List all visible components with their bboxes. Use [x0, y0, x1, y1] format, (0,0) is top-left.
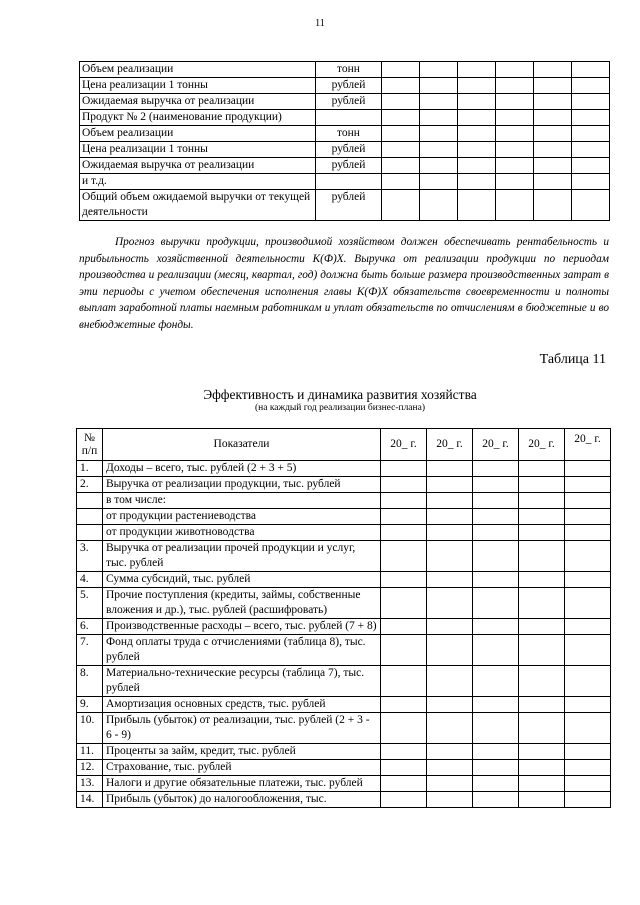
value-cell [572, 110, 610, 126]
year-value-cell [565, 744, 611, 760]
year-value-cell [473, 666, 519, 697]
year-value-cell [381, 635, 427, 666]
year-value-cell [519, 635, 565, 666]
year-value-cell [519, 776, 565, 792]
year-value-cell [381, 619, 427, 635]
year-value-cell [565, 509, 611, 525]
year-value-cell [473, 477, 519, 493]
year-value-cell [381, 776, 427, 792]
value-cell [458, 126, 496, 142]
year-value-cell [565, 477, 611, 493]
year-value-cell [519, 697, 565, 713]
row-number: 10. [77, 713, 103, 744]
value-cell [496, 78, 534, 94]
row-indicator: Сумма субсидий, тыс. рублей [103, 572, 381, 588]
value-cell [458, 62, 496, 78]
year-value-cell [473, 697, 519, 713]
row-indicator: от продукции животноводства [103, 525, 381, 541]
year-value-cell [519, 588, 565, 619]
value-cell [420, 110, 458, 126]
row-number: 3. [77, 541, 103, 572]
table-row [80, 126, 610, 142]
year-value-cell [473, 493, 519, 509]
table-label: Таблица 11 [539, 352, 606, 367]
row-unit: рублей [316, 78, 382, 94]
value-cell [382, 78, 420, 94]
value-cell [534, 62, 572, 78]
year-value-cell [473, 461, 519, 477]
year-value-cell [565, 697, 611, 713]
year-value-cell [473, 572, 519, 588]
year-value-cell [519, 493, 565, 509]
efficiency-dynamics-table [76, 428, 611, 808]
revenue-forecast-table [79, 61, 610, 221]
year-value-cell [427, 635, 473, 666]
page-number: 11 [315, 18, 325, 29]
year-value-cell [381, 666, 427, 697]
value-cell [572, 94, 610, 110]
year-value-cell [519, 744, 565, 760]
table-row [80, 190, 610, 221]
row-number: 14. [77, 792, 103, 808]
year-value-cell [427, 713, 473, 744]
row-number: 4. [77, 572, 103, 588]
row-label: Продукт № 2 (наименование продукции) [80, 110, 316, 126]
row-unit [316, 110, 382, 126]
year-value-cell [473, 744, 519, 760]
table-row [80, 62, 610, 78]
year-value-cell [427, 792, 473, 808]
value-cell [420, 174, 458, 190]
year-value-cell [473, 525, 519, 541]
row-unit: рублей [316, 190, 382, 221]
row-number: 8. [77, 666, 103, 697]
value-cell [382, 158, 420, 174]
row-number: 12. [77, 760, 103, 776]
row-number: 1. [77, 461, 103, 477]
paragraph-text: Прогноз выручки продукции, производимой хозяйством должен обеспечивать рентабельность и прибыльность хозяйственной деятельности К(Ф)Х. Выручка от реализации продукции по периодам производства и реализации (месяц, квартал, год) должна быть больше размера производственных затрат в эти периоды с учетом обеспечения исполнения главы К(Ф)Х обязательств своевременности и полноты выплат заработной платы наемным работникам и уплат обязательств по отчислениям в бюджетные и во внебюджетные фонды. [79, 236, 609, 331]
year-value-cell [519, 477, 565, 493]
value-cell [534, 190, 572, 221]
header-indicators: Показатели [103, 429, 381, 461]
revenue-forecast-paragraph [79, 234, 609, 333]
year-value-cell [565, 493, 611, 509]
year-value-cell [519, 509, 565, 525]
table-row [77, 619, 611, 635]
year-value-cell [565, 792, 611, 808]
row-label: Ожидаемая выручка от реализации [80, 94, 316, 110]
value-cell [496, 110, 534, 126]
value-cell [382, 94, 420, 110]
value-cell [534, 174, 572, 190]
year-value-cell [427, 666, 473, 697]
year-value-cell [519, 666, 565, 697]
value-cell [496, 94, 534, 110]
year-value-cell [427, 744, 473, 760]
year-value-cell [427, 572, 473, 588]
value-cell [496, 62, 534, 78]
value-cell [382, 110, 420, 126]
row-number: 9. [77, 697, 103, 713]
year-value-cell [381, 713, 427, 744]
row-indicator: Налоги и другие обязательные платежи, тыс. рублей [103, 776, 381, 792]
value-cell [382, 174, 420, 190]
year-value-cell [381, 588, 427, 619]
row-number: 6. [77, 619, 103, 635]
value-cell [572, 78, 610, 94]
year-value-cell [381, 697, 427, 713]
year-value-cell [565, 713, 611, 744]
year-value-cell [473, 760, 519, 776]
table-row [77, 509, 611, 525]
year-value-cell [427, 541, 473, 572]
value-cell [420, 94, 458, 110]
row-label: Цена реализации 1 тонны [80, 78, 316, 94]
row-unit: тонн [316, 126, 382, 142]
value-cell [382, 126, 420, 142]
table-row [77, 697, 611, 713]
year-value-cell [565, 525, 611, 541]
row-label: Ожидаемая выручка от реализации [80, 158, 316, 174]
year-value-cell [473, 541, 519, 572]
row-label: Общий объем ожидаемой выручки от текущей деятельности [80, 190, 316, 221]
year-value-cell [427, 525, 473, 541]
value-cell [534, 110, 572, 126]
header-year-1: 20_ г. [381, 429, 427, 461]
value-cell [458, 142, 496, 158]
year-value-cell [427, 461, 473, 477]
value-cell [534, 126, 572, 142]
header-year-2: 20_ г. [427, 429, 473, 461]
row-indicator: Материально-технические ресурсы (таблица 7), тыс. рублей [103, 666, 381, 697]
year-value-cell [565, 619, 611, 635]
year-value-cell [381, 525, 427, 541]
value-cell [458, 110, 496, 126]
year-value-cell [473, 635, 519, 666]
row-number: 7. [77, 635, 103, 666]
row-indicator: Выручка от реализации прочей продукции и услуг, тыс. рублей [103, 541, 381, 572]
row-label: Объем реализации [80, 126, 316, 142]
row-indicator: Доходы – всего, тыс. рублей (2 + 3 + 5) [103, 461, 381, 477]
year-value-cell [427, 776, 473, 792]
year-value-cell [473, 792, 519, 808]
year-value-cell [427, 588, 473, 619]
year-value-cell [565, 461, 611, 477]
value-cell [496, 158, 534, 174]
year-value-cell [473, 619, 519, 635]
year-value-cell [427, 619, 473, 635]
table-row [77, 776, 611, 792]
row-label: и т.д. [80, 174, 316, 190]
row-indicator: в том числе: [103, 493, 381, 509]
value-cell [496, 126, 534, 142]
value-cell [534, 78, 572, 94]
table-header-row [77, 429, 611, 461]
row-indicator: Страхование, тыс. рублей [103, 760, 381, 776]
header-year-5: 20_ г. [565, 429, 611, 461]
value-cell [382, 142, 420, 158]
table-row [77, 477, 611, 493]
year-value-cell [473, 509, 519, 525]
header-number: № п/п [77, 429, 103, 461]
year-value-cell [473, 713, 519, 744]
value-cell [458, 174, 496, 190]
value-cell [420, 158, 458, 174]
value-cell [420, 142, 458, 158]
row-number: 11. [77, 744, 103, 760]
row-number [77, 509, 103, 525]
year-value-cell [381, 792, 427, 808]
year-value-cell [427, 509, 473, 525]
value-cell [572, 142, 610, 158]
year-value-cell [381, 477, 427, 493]
value-cell [420, 78, 458, 94]
table-subtitle: (на каждый год реализации бизнес-плана) [254, 403, 425, 413]
table-row [77, 525, 611, 541]
year-value-cell [565, 760, 611, 776]
table-row [77, 461, 611, 477]
row-indicator: Фонд оплаты труда с отчислениями (таблица 8), тыс. рублей [103, 635, 381, 666]
value-cell [496, 142, 534, 158]
table-title: Эффективность и динамика развития хозяйства [203, 387, 477, 402]
row-unit: рублей [316, 94, 382, 110]
year-value-cell [381, 541, 427, 572]
row-number: 13. [77, 776, 103, 792]
table-row [80, 78, 610, 94]
row-indicator: от продукции растениеводства [103, 509, 381, 525]
year-value-cell [519, 572, 565, 588]
value-cell [420, 190, 458, 221]
row-indicator: Прибыль (убыток) до налогообложения, тыс. [103, 792, 381, 808]
value-cell [458, 94, 496, 110]
row-number: 5. [77, 588, 103, 619]
year-value-cell [381, 572, 427, 588]
year-value-cell [519, 541, 565, 572]
table-row [77, 635, 611, 666]
year-value-cell [565, 666, 611, 697]
year-value-cell [519, 619, 565, 635]
table-row [80, 174, 610, 190]
table-row [77, 666, 611, 697]
year-value-cell [565, 541, 611, 572]
value-cell [420, 126, 458, 142]
year-value-cell [381, 760, 427, 776]
year-value-cell [565, 776, 611, 792]
year-value-cell [427, 477, 473, 493]
year-value-cell [381, 493, 427, 509]
row-unit: рублей [316, 142, 382, 158]
value-cell [382, 190, 420, 221]
year-value-cell [565, 588, 611, 619]
table-row [80, 142, 610, 158]
table-row [77, 744, 611, 760]
row-number [77, 493, 103, 509]
value-cell [572, 126, 610, 142]
year-value-cell [381, 461, 427, 477]
year-value-cell [427, 697, 473, 713]
row-unit [316, 174, 382, 190]
year-value-cell [427, 493, 473, 509]
year-value-cell [519, 461, 565, 477]
row-indicator: Амортизация основных средств, тыс. рублей [103, 697, 381, 713]
year-value-cell [427, 760, 473, 776]
table-row [77, 572, 611, 588]
value-cell [382, 62, 420, 78]
table-row [77, 541, 611, 572]
row-label: Объем реализации [80, 62, 316, 78]
year-value-cell [381, 744, 427, 760]
year-value-cell [381, 509, 427, 525]
value-cell [458, 190, 496, 221]
row-indicator: Проценты за займ, кредит, тыс. рублей [103, 744, 381, 760]
year-value-cell [473, 588, 519, 619]
value-cell [458, 158, 496, 174]
row-number: 2. [77, 477, 103, 493]
value-cell [534, 158, 572, 174]
row-number [77, 525, 103, 541]
row-indicator: Прочие поступления (кредиты, займы, собственные вложения и др.), тыс. рублей (расшифровать) [103, 588, 381, 619]
table-row [77, 792, 611, 808]
table-row [77, 493, 611, 509]
value-cell [496, 174, 534, 190]
value-cell [534, 94, 572, 110]
value-cell [572, 190, 610, 221]
value-cell [572, 158, 610, 174]
row-indicator: Выручка от реализации продукции, тыс. рублей [103, 477, 381, 493]
year-value-cell [519, 760, 565, 776]
year-value-cell [519, 525, 565, 541]
row-unit: тонн [316, 62, 382, 78]
header-year-4: 20_ г. [519, 429, 565, 461]
value-cell [572, 62, 610, 78]
year-value-cell [519, 792, 565, 808]
row-label: Цена реализации 1 тонны [80, 142, 316, 158]
year-value-cell [519, 713, 565, 744]
year-value-cell [473, 776, 519, 792]
value-cell [534, 142, 572, 158]
table-row [77, 588, 611, 619]
row-unit: рублей [316, 158, 382, 174]
row-indicator: Производственные расходы – всего, тыс. рублей (7 + 8) [103, 619, 381, 635]
value-cell [458, 78, 496, 94]
table-row [80, 94, 610, 110]
value-cell [420, 62, 458, 78]
table-row [77, 760, 611, 776]
year-value-cell [565, 572, 611, 588]
header-year-3: 20_ г. [473, 429, 519, 461]
value-cell [496, 190, 534, 221]
year-value-cell [565, 635, 611, 666]
table-row [77, 713, 611, 744]
value-cell [572, 174, 610, 190]
table-row [80, 158, 610, 174]
row-indicator: Прибыль (убыток) от реализации, тыс. рублей (2 + 3 - 6 - 9) [103, 713, 381, 744]
table-row [80, 110, 610, 126]
